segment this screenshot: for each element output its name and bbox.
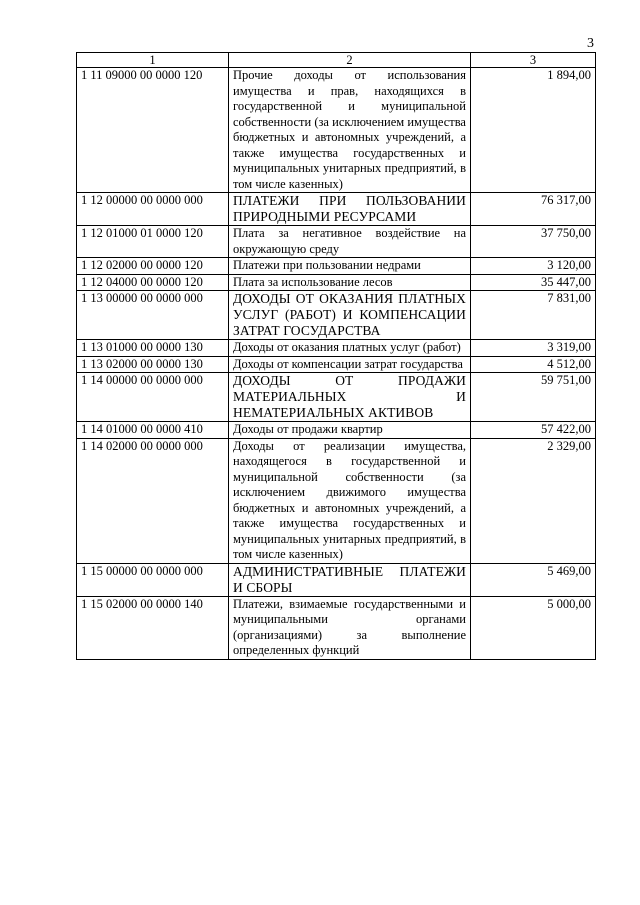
table-row <box>77 274 596 291</box>
row-amount: 1 894,00 <box>471 68 596 193</box>
table-row <box>77 596 596 659</box>
row-amount: 57 422,00 <box>471 422 596 439</box>
row-code: 1 13 00000 00 0000 000 <box>77 291 229 340</box>
table-row <box>77 68 596 193</box>
row-code: 1 12 00000 00 0000 000 <box>77 193 229 226</box>
table-row <box>77 258 596 275</box>
row-code: 1 15 02000 00 0000 140 <box>77 596 229 659</box>
row-amount: 35 447,00 <box>471 274 596 291</box>
row-amount: 3 120,00 <box>471 258 596 275</box>
row-name: Прочие доходы от использования имущества и прав, находящихся в государственной и муниципальной собственности (за исключением имущества бюджетных и автономных учреждений, а также имущества государственных и муниципальных унитарных предприятий, в том числе казенных) <box>229 68 471 193</box>
row-amount: 59 751,00 <box>471 373 596 422</box>
table-row <box>77 340 596 357</box>
row-amount: 5 000,00 <box>471 596 596 659</box>
row-code: 1 15 00000 00 0000 000 <box>77 563 229 596</box>
row-amount: 2 329,00 <box>471 438 596 563</box>
row-name: ДОХОДЫ ОТ ОКАЗАНИЯ ПЛАТНЫХ УСЛУГ (РАБОТ) И КОМПЕНСАЦИИ ЗАТРАТ ГОСУДАРСТВА <box>229 291 471 340</box>
row-code: 1 14 01000 00 0000 410 <box>77 422 229 439</box>
table-body <box>77 68 596 660</box>
row-name: Плата за использование лесов <box>229 274 471 291</box>
row-name: Доходы от продажи квартир <box>229 422 471 439</box>
column-header-amount: 3 <box>471 53 596 68</box>
row-code: 1 12 01000 01 0000 120 <box>77 226 229 258</box>
row-amount: 37 750,00 <box>471 226 596 258</box>
row-name: ДОХОДЫ ОТ ПРОДАЖИ МАТЕРИАЛЬНЫХ И НЕМАТЕРИАЛЬНЫХ АКТИВОВ <box>229 373 471 422</box>
row-amount: 4 512,00 <box>471 356 596 373</box>
row-name: Доходы от оказания платных услуг (работ) <box>229 340 471 357</box>
row-code: 1 14 00000 00 0000 000 <box>77 373 229 422</box>
row-amount: 76 317,00 <box>471 193 596 226</box>
row-code: 1 11 09000 00 0000 120 <box>77 68 229 193</box>
row-name: Доходы от компенсации затрат государства <box>229 356 471 373</box>
page-number: 3 <box>587 36 594 51</box>
revenue-table <box>76 52 596 660</box>
row-amount: 3 319,00 <box>471 340 596 357</box>
row-name: Доходы от реализации имущества, находящегося в государственной и муниципальной собственности (за исключением движимого имущества бюджетных и автономных учреждений, а также имущества государственных и муниципальных унитарных предприятий, в том числе казенных) <box>229 438 471 563</box>
row-code: 1 14 02000 00 0000 000 <box>77 438 229 563</box>
row-code: 1 12 04000 00 0000 120 <box>77 274 229 291</box>
row-name: Платежи, взимаемые государственными и муниципальными органами (организациями) за выполнение определенных функций <box>229 596 471 659</box>
row-amount: 5 469,00 <box>471 563 596 596</box>
table-header-row <box>77 53 596 68</box>
table-row <box>77 422 596 439</box>
row-name: Платежи при пользовании недрами <box>229 258 471 275</box>
table-row <box>77 291 596 340</box>
column-header-name: 2 <box>229 53 471 68</box>
row-code: 1 13 01000 00 0000 130 <box>77 340 229 357</box>
table-row <box>77 356 596 373</box>
table-row <box>77 226 596 258</box>
column-header-code: 1 <box>77 53 229 68</box>
row-name: АДМИНИСТРАТИВНЫЕ ПЛАТЕЖИ И СБОРЫ <box>229 563 471 596</box>
row-amount: 7 831,00 <box>471 291 596 340</box>
table-row <box>77 563 596 596</box>
row-code: 1 13 02000 00 0000 130 <box>77 356 229 373</box>
table-row <box>77 373 596 422</box>
row-name: ПЛАТЕЖИ ПРИ ПОЛЬЗОВАНИИ ПРИРОДНЫМИ РЕСУРСАМИ <box>229 193 471 226</box>
table-row <box>77 438 596 563</box>
row-code: 1 12 02000 00 0000 120 <box>77 258 229 275</box>
row-name: Плата за негативное воздействие на окружающую среду <box>229 226 471 258</box>
table-row <box>77 193 596 226</box>
